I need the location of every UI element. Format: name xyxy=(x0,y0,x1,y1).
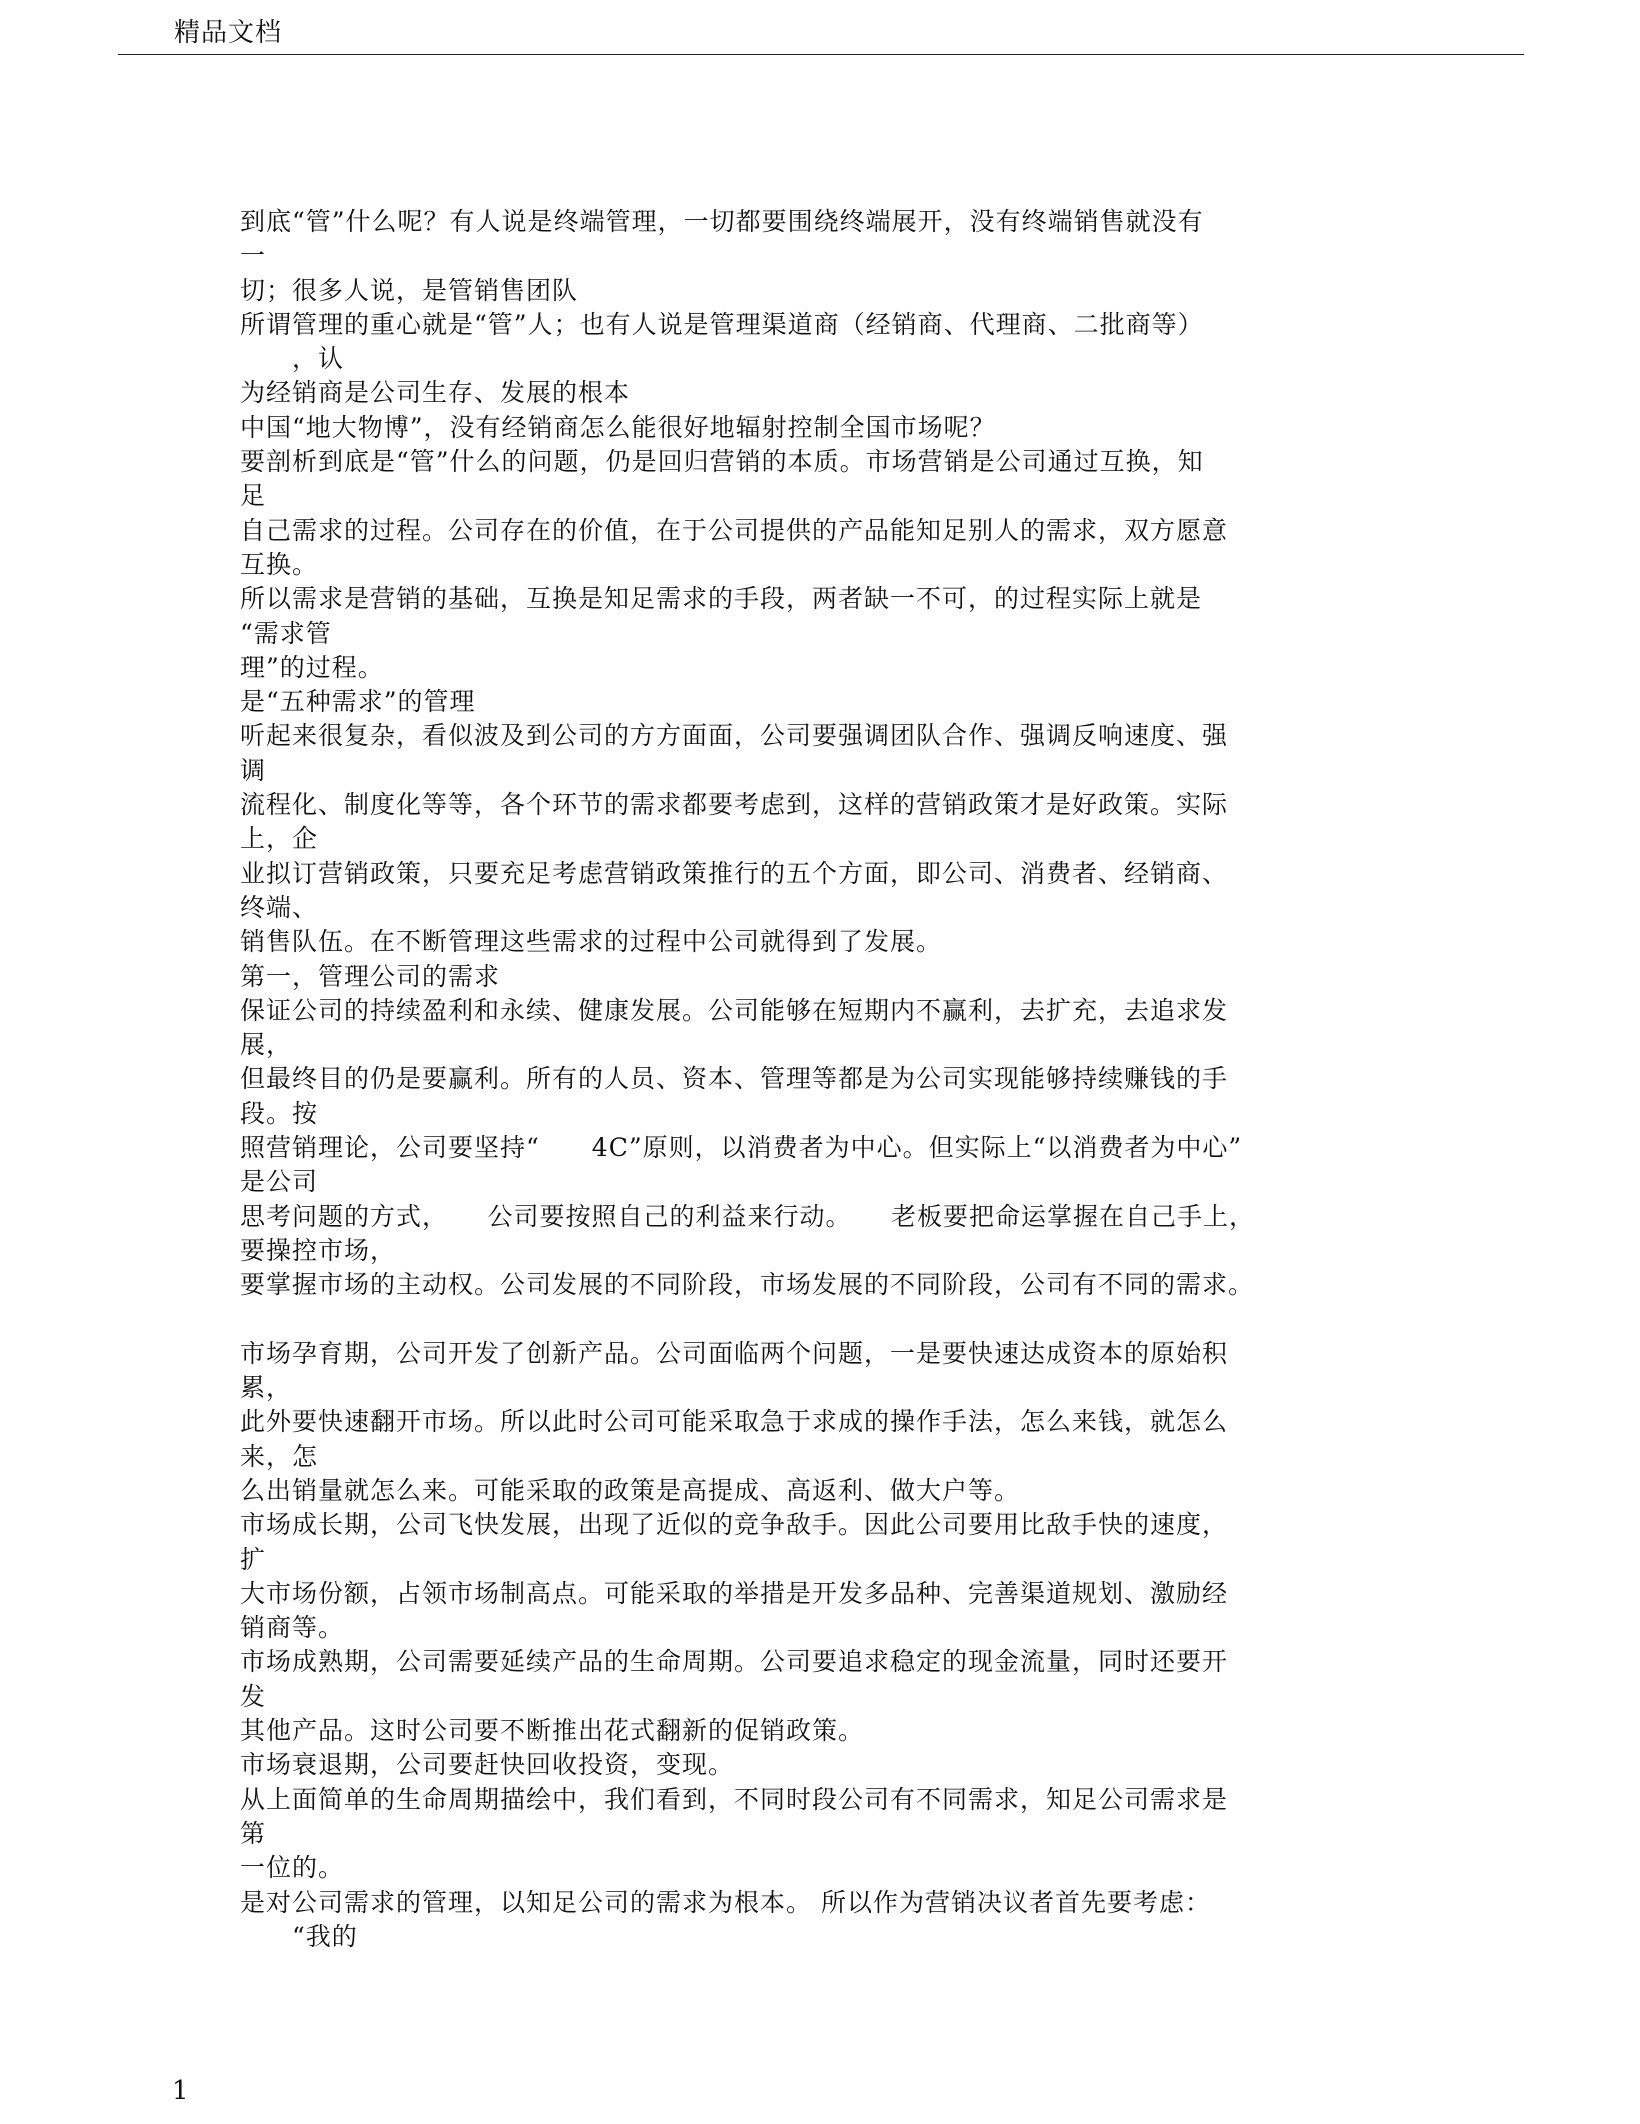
text-line: 是公司 xyxy=(240,1167,319,1197)
text-line: 照营销理论，公司要坚持“ 4C”原则，以消费者为中心。但实际上“以消费者为中心” xyxy=(240,1133,1243,1163)
text-line: 终端、 xyxy=(240,892,319,922)
text-line: 中国“地大物博”，没有经销商怎么能很好地辐射控制全国市场呢？ xyxy=(240,412,996,442)
text-line: 所谓管理的重心就是“管”人；也有人说是管理渠道商（经销商、代理商、二批商等） xyxy=(240,309,1204,339)
text-line: 累， xyxy=(240,1373,293,1403)
document-body xyxy=(240,205,1300,1954)
text-line: 一 xyxy=(240,241,267,271)
text-line: 一位的。 xyxy=(240,1853,345,1883)
text-line: 销商等。 xyxy=(240,1613,345,1643)
text-line: 调 xyxy=(240,755,267,785)
text-line: 要剖析到底是“管”什么的问题，仍是回归营销的本质。市场营销是公司通过互换，知 xyxy=(240,447,1204,477)
text-line: 市场成熟期，公司需要延续产品的生命周期。公司要追求稳定的现金流量，同时还要开 xyxy=(240,1647,1229,1677)
page-header xyxy=(118,0,1524,55)
text-line: 是对公司需求的管理，以知足公司的需求为根本。 所以作为营销决议者首先要考虑： xyxy=(240,1887,1211,1917)
text-line: “我的 xyxy=(240,1921,358,1951)
text-line: 到底“管”什么呢？有人说是终端管理，一切都要围绕终端展开，没有终端销售就没有 xyxy=(240,207,1204,236)
text-line: 保证公司的持续盈利和永续、健康发展。公司能够在短期内不赢利，去扩充，去追求发 xyxy=(240,995,1229,1025)
text-line: 业拟订营销政策，只要充足考虑营销政策推行的五个方面，即公司、消费者、经销商、 xyxy=(240,858,1229,888)
text-line: 理”的过程。 xyxy=(240,652,384,682)
text-line: “需求管 xyxy=(240,618,332,648)
text-line: 段。按 xyxy=(240,1098,319,1128)
text-line: 销售队伍。在不断管理这些需求的过程中公司就得到了发展。 xyxy=(240,927,943,957)
text-line: 其他产品。这时公司要不断推出花式翻新的促销政策。 xyxy=(240,1716,865,1746)
text-line: 为经销商是公司生存、发展的根本 xyxy=(240,378,631,408)
text-line: 听起来很复杂，看似波及到公司的方方面面，公司要强调团队合作、强调反响速度、强 xyxy=(240,721,1229,751)
text-line: 要操控市场， xyxy=(240,1235,397,1265)
text-line: 自己需求的过程。公司存在的价值，在于公司提供的产品能知足别人的需求，双方愿意 xyxy=(240,515,1229,545)
text-line: 来，怎 xyxy=(240,1441,319,1471)
text-line: 市场成长期，公司飞快发展，出现了近似的竞争敌手。因此公司要用比敌手快的速度， xyxy=(240,1510,1229,1540)
text-line: 所以需求是营销的基础，互换是知足需求的手段，两者缺一不可，的过程实际上就是 xyxy=(240,584,1203,614)
text-line: 此外要快速翻开市场。所以此时公司可能采取急于求成的操作手法，怎么来钱，就怎么 xyxy=(240,1407,1229,1437)
text-line: 市场孕育期，公司开发了创新产品。公司面临两个问题，一是要快速达成资本的原始积 xyxy=(240,1338,1229,1368)
text-line: 市场衰退期，公司要赶快回收投资，变现。 xyxy=(240,1750,735,1780)
text-line: 从上面简单的生命周期描绘中，我们看到，不同时段公司有不同需求，知足公司需求是 xyxy=(240,1784,1229,1814)
text-line: 足 xyxy=(240,481,267,511)
text-line: 但最终目的仍是要赢利。所有的人员、资本、管理等都是为公司实现能够持续赚钱的手 xyxy=(240,1064,1229,1094)
text-line: 发 xyxy=(240,1681,267,1711)
text-line: 是“五种需求”的管理 xyxy=(240,687,476,717)
header-title: 精品文档 xyxy=(174,18,283,48)
text-line: 么出销量就怎么来。可能采取的政策是高提成、高返利、做大户等。 xyxy=(240,1475,1021,1505)
text-line: ，认 xyxy=(240,344,345,374)
blank-line xyxy=(240,1303,1300,1337)
text-line: 扩 xyxy=(240,1544,267,1574)
text-line: 思考问题的方式， 公司要按照自己的利益来行动。 老板要把命运掌握在自己手上， xyxy=(240,1201,1256,1231)
text-line: 要掌握市场的主动权。公司发展的不同阶段，市场发展的不同阶段，公司有不同的需求。 xyxy=(240,1270,1255,1300)
text-line: 大市场份额，占领市场制高点。可能采取的举措是开发多品种、完善渠道规划、激励经 xyxy=(240,1578,1229,1608)
text-line: 展， xyxy=(240,1030,293,1060)
page-number: 1 xyxy=(172,2076,189,2106)
text-line: 流程化、制度化等等，各个环节的需求都要考虑到，这样的营销政策才是好政策。实际 xyxy=(240,790,1229,820)
text-line: 第一，管理公司的需求 xyxy=(240,961,501,991)
text-line: 上，企 xyxy=(240,824,319,854)
text-line: 第 xyxy=(240,1818,267,1848)
text-line: 切；很多人说，是管销售团队 xyxy=(240,275,579,305)
text-line: 互换。 xyxy=(240,549,319,579)
